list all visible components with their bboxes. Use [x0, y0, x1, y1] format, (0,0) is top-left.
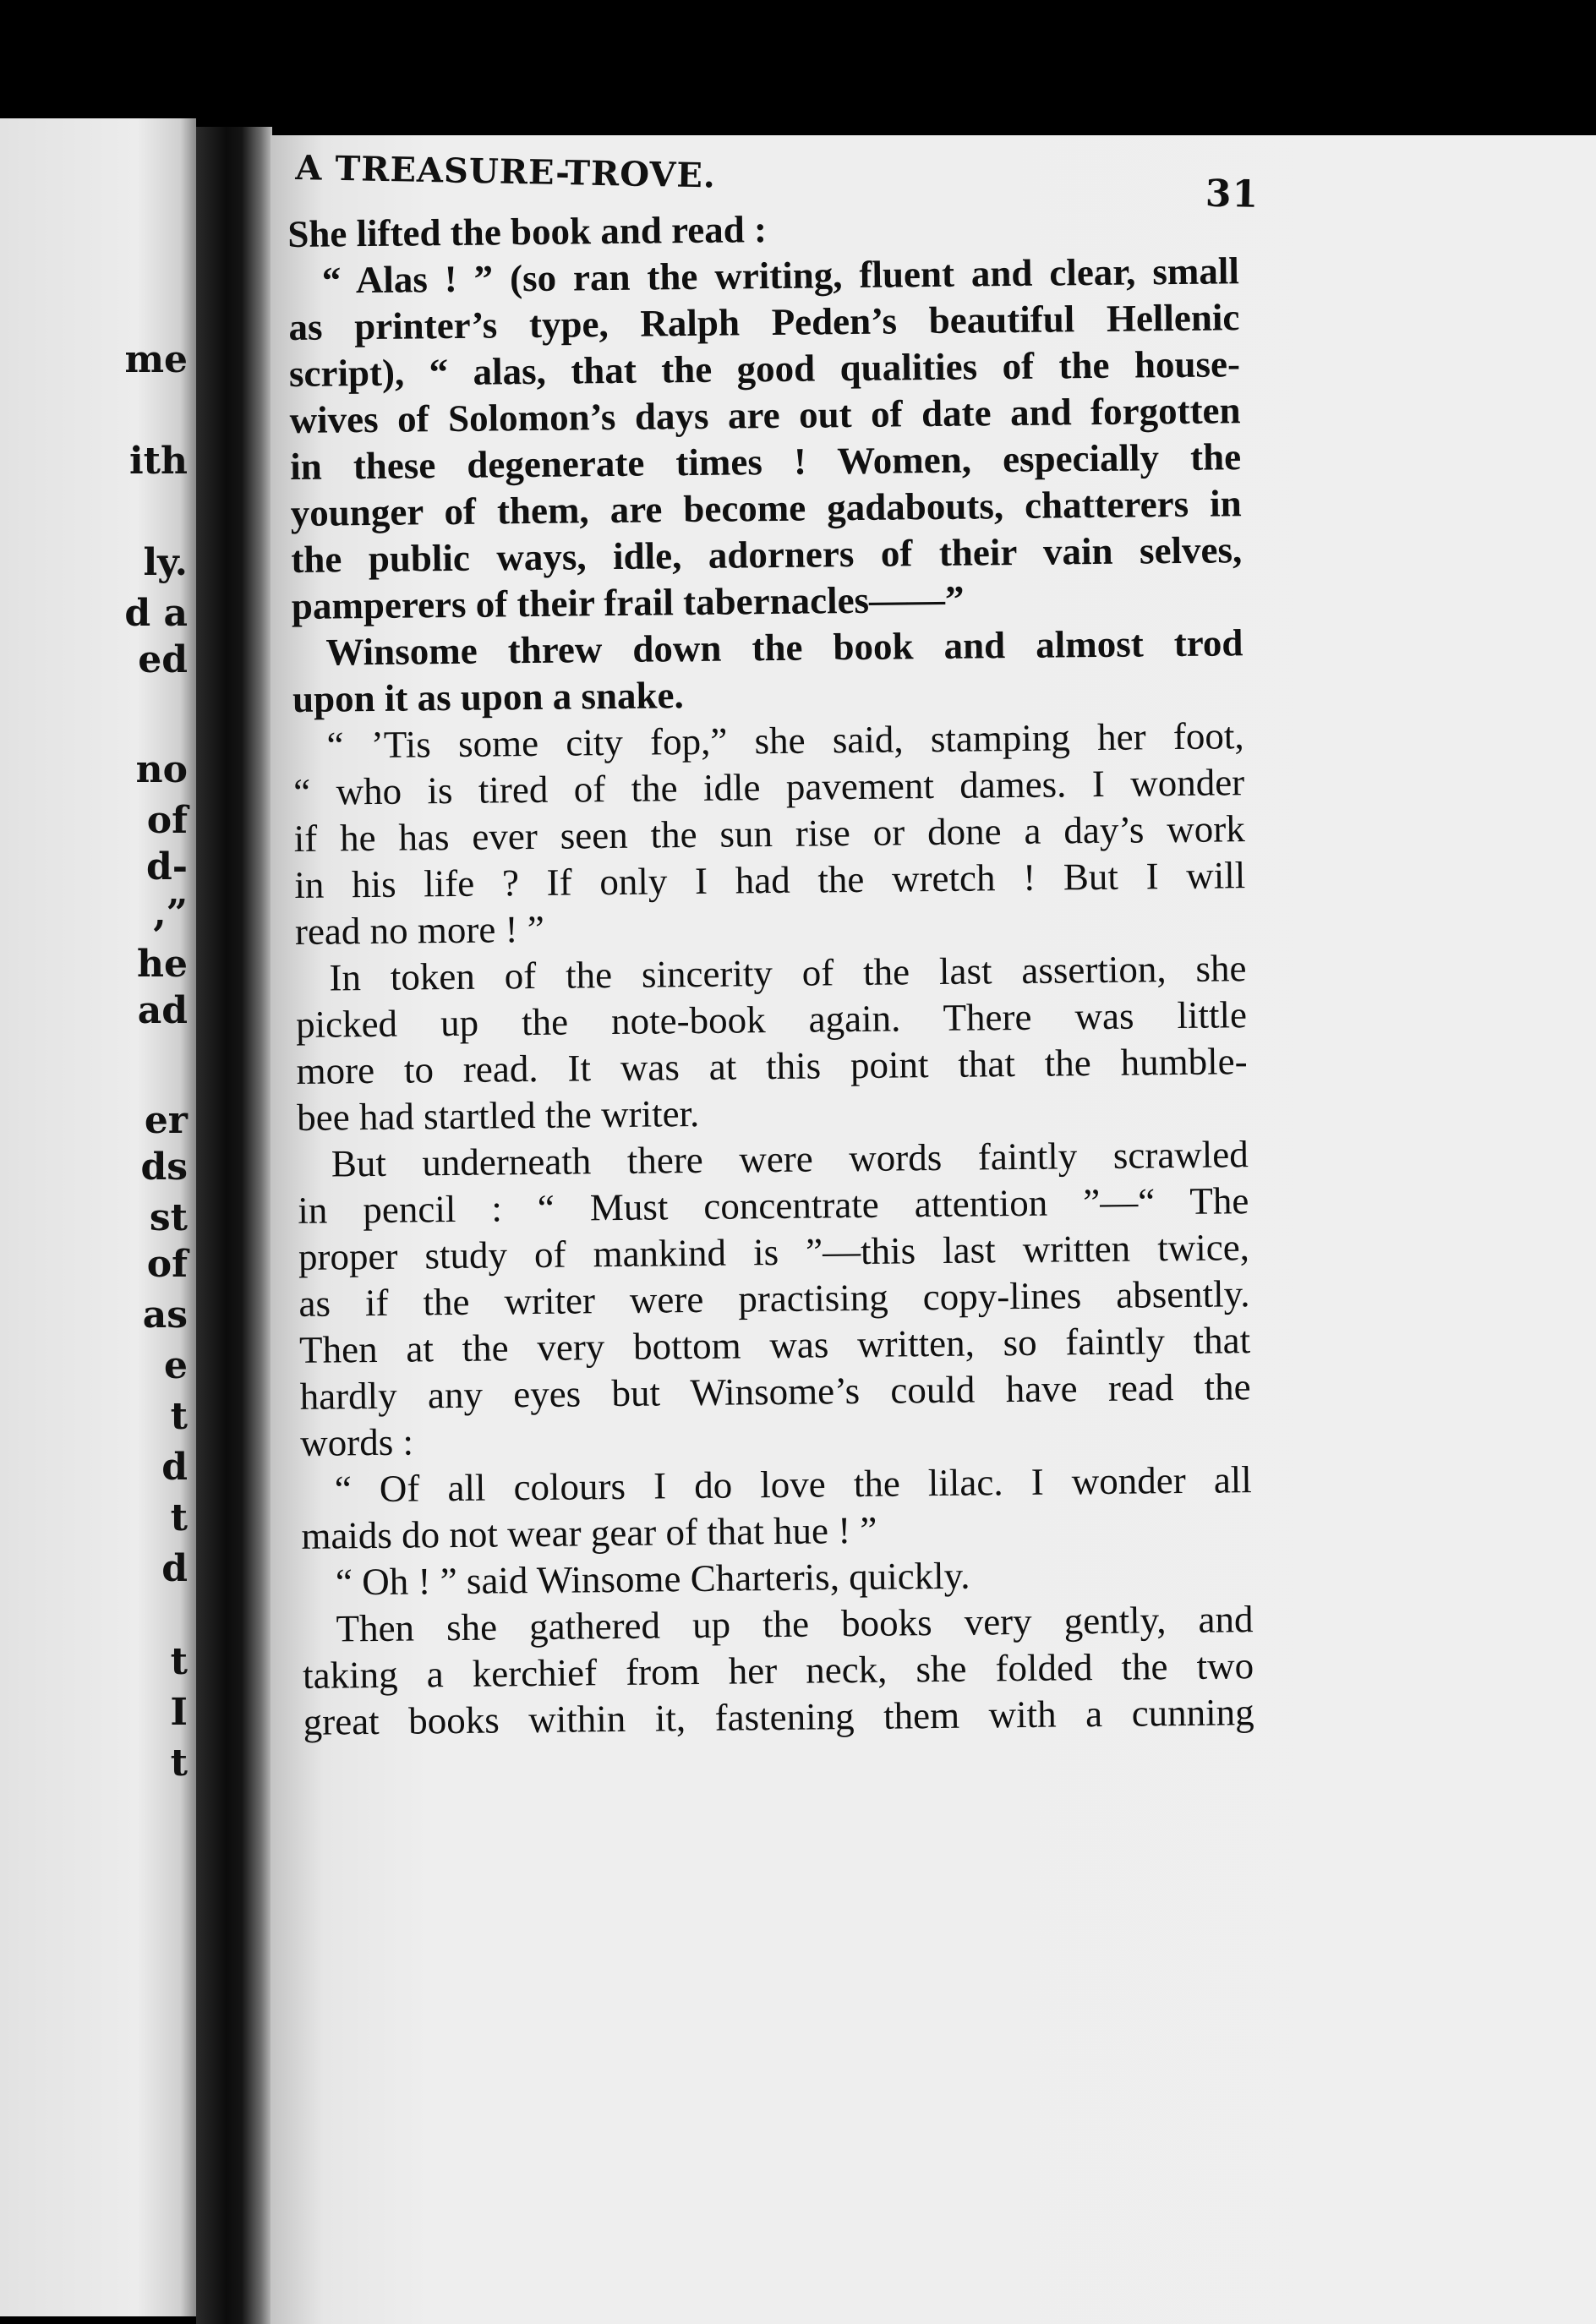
body-text: [287, 201, 1254, 1746]
text-line: taking a kerchief from her neck, she folded the two: [302, 1644, 1254, 1697]
text-line: wives of Solomon’s days are out of date and forgotten: [289, 389, 1241, 441]
text-line: picked up the note-book again. There was little: [295, 993, 1248, 1046]
left-page-fragment: t: [170, 1395, 188, 1438]
left-page-fragment: me: [124, 338, 188, 381]
text-line: script), “ alas, that the good qualities of the house-: [288, 342, 1241, 395]
left-page-fragment: no: [135, 748, 188, 791]
left-page-fragment: ad: [137, 989, 188, 1032]
left-page-fragment: ,”: [153, 892, 188, 935]
left-page-fragment: t: [170, 1640, 188, 1683]
text-line: But underneath there were words faintly scrawled: [331, 1133, 1249, 1185]
left-page-fragment: I: [170, 1691, 188, 1734]
text-line: as if the writer were practising copy-lines absently.: [298, 1272, 1250, 1325]
left-page-fragment: t: [170, 1742, 188, 1785]
left-page-fragment: as: [142, 1293, 188, 1337]
left-page-fragment: st: [149, 1196, 188, 1239]
left-page-fragment: d: [161, 1446, 188, 1489]
text-line: words :: [299, 1420, 414, 1464]
text-line: read no more ! ”: [294, 907, 545, 953]
text-line: upon it as upon a snake.: [292, 674, 684, 720]
text-line: pamperers of their frail tabernacles——”: [291, 577, 965, 627]
text-line: In token of the sincerity of the last assertion, she: [329, 947, 1247, 999]
left-page-fragment: of: [146, 799, 188, 842]
text-line: great books within it, fastening them with a cunning: [303, 1691, 1254, 1743]
left-page-fragment: d-: [145, 845, 188, 889]
text-line: in his life ? If only I had the wretch ! But I will: [294, 854, 1246, 906]
text-line: She lifted the book and read :: [287, 208, 768, 255]
left-page-fragment: he: [137, 943, 188, 986]
left-facing-page: [0, 118, 196, 2316]
text-line: hardly any eyes but Winsome’s could have read the: [299, 1365, 1251, 1418]
page-number: 31: [1205, 172, 1260, 216]
text-line: “ Alas ! ” (so ran the writing, fluent and clear, small: [321, 249, 1240, 302]
text-line: bee had startled the writer.: [296, 1091, 700, 1139]
running-head-title: A TREASURE-TROVE.: [295, 148, 717, 196]
left-page-fragment: d: [161, 1547, 188, 1590]
text-line: maids do not wear gear of that hue ! ”: [301, 1508, 877, 1557]
left-page-fragment: ith: [128, 440, 188, 483]
text-line: as printer’s type, Ralph Peden’s beautiful Hellenic: [288, 296, 1240, 348]
left-page-fragment: ly.: [143, 541, 188, 584]
text-line: Then at the very bottom was written, so faintly that: [298, 1319, 1251, 1371]
text-line: proper study of mankind is ”—this last written twice,: [298, 1226, 1250, 1278]
text-line: if he has ever seen the sun rise or done a day’s work: [293, 807, 1245, 860]
left-page-fragment: of: [146, 1243, 188, 1286]
text-line: “ Of all colours I do love the lilac. I wonder all: [334, 1458, 1253, 1511]
text-line: Winsome threw down the book and almost trod: [325, 621, 1243, 674]
text-line: the public ways, idle, adorners of their vain selves,: [291, 528, 1243, 581]
text-line: younger of them, are become gadabouts, chatterers in: [290, 482, 1242, 534]
book-gutter: [196, 127, 272, 2324]
text-line: in pencil : “ Must concentrate attention ”—“ The: [298, 1179, 1249, 1232]
text-line: “ Oh ! ” said Winsome Charteris, quickly.: [335, 1554, 970, 1604]
left-page-fragment: er: [144, 1099, 188, 1142]
text-line: “ who is tired of the idle pavement dames. I wonder: [292, 761, 1245, 813]
left-page-fragment: ed: [138, 638, 188, 681]
text-line: in these degenerate times ! Women, especially the: [289, 435, 1242, 488]
text-line: Then she gathered up the books very gently, and: [336, 1598, 1254, 1650]
left-page-fragment: t: [170, 1496, 188, 1539]
text-line: “ ’Tis some city fop,” she said, stamping her foot,: [326, 714, 1244, 767]
left-page-fragment: d a: [124, 592, 188, 635]
left-page-fragment: ds: [140, 1146, 188, 1189]
left-page-fragment: e: [164, 1344, 188, 1387]
text-line: more to read. It was at this point that the humble-: [296, 1040, 1248, 1092]
